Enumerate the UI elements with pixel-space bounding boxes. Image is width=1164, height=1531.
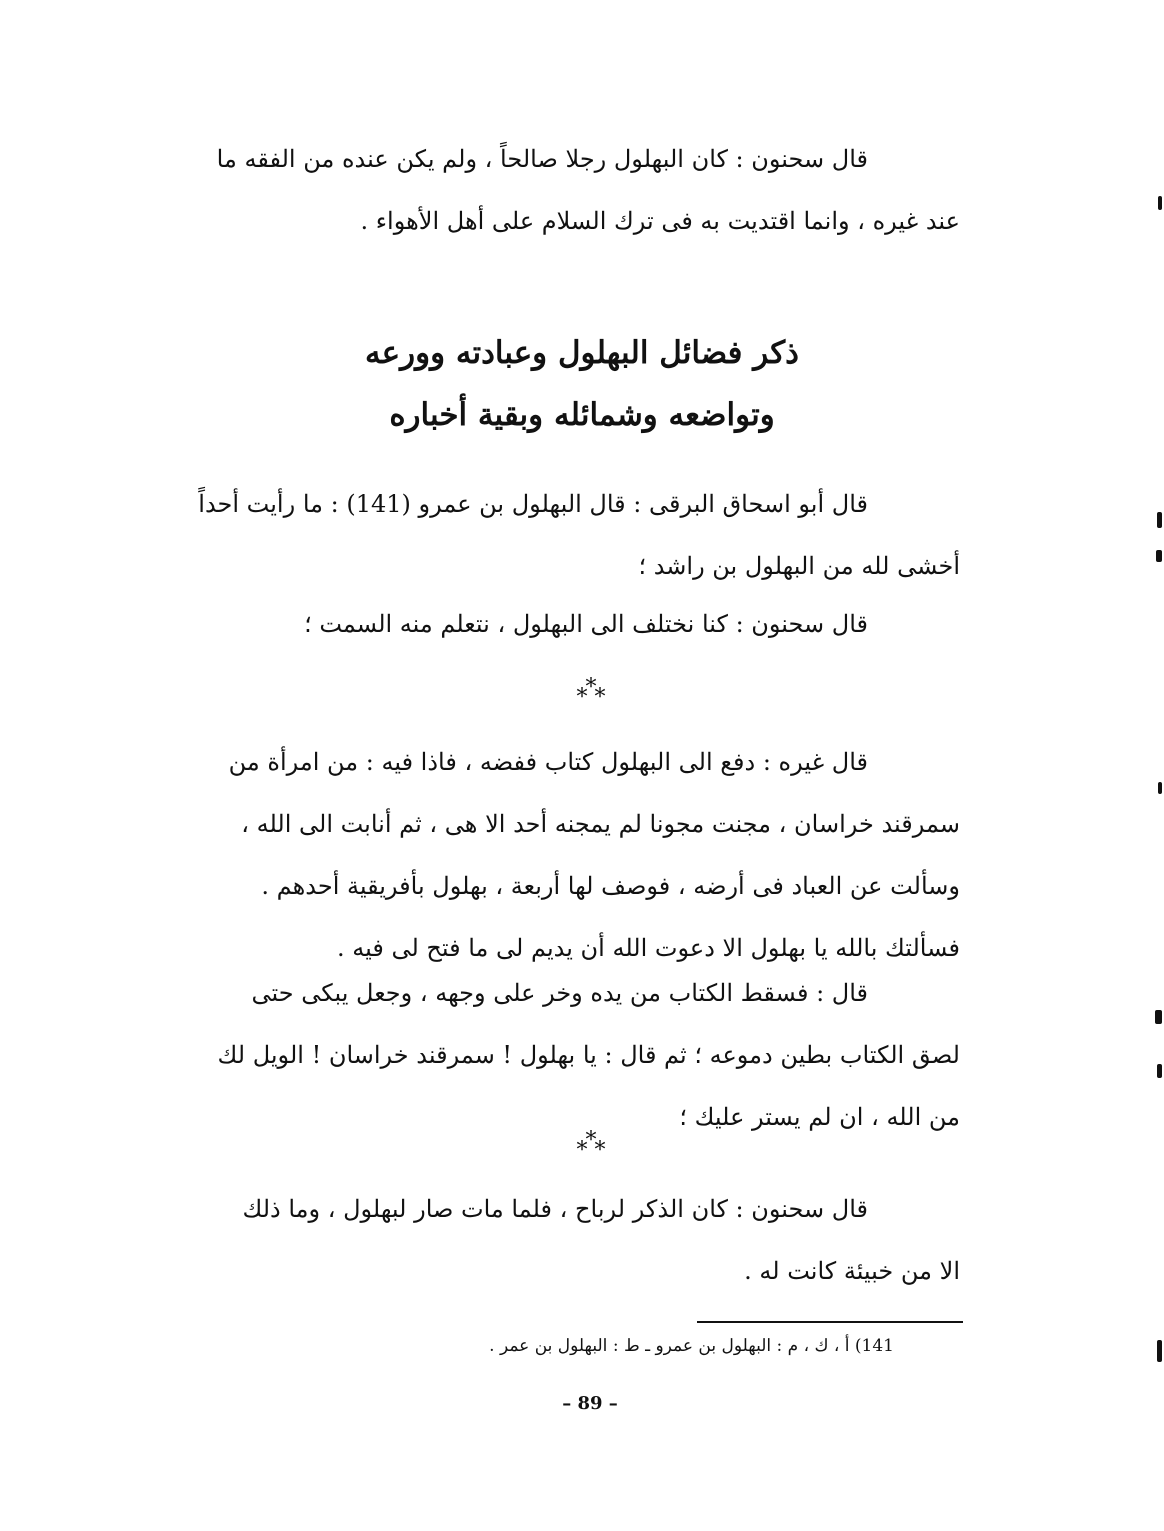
- text-line: أخشى لله من البهلول بن راشد ؛: [638, 552, 960, 580]
- asterisk: *: [576, 1138, 586, 1163]
- scan-edge-mark: [1157, 1340, 1162, 1362]
- text-line: عند غيره ، وانما اقتديت به فى ترك السلام على أهل الأهواء .: [360, 207, 960, 235]
- page-number: – 89 –: [562, 1393, 618, 1414]
- footnote-divider: [697, 1321, 963, 1323]
- scan-edge-mark: [1158, 196, 1162, 210]
- text-line: قال سحنون : كنا نختلف الى البهلول ، نتعلم منه السمت ؛: [304, 610, 868, 638]
- scan-edge-mark: [1157, 1064, 1162, 1078]
- footnote: 141) أ ، ك ، م : البهلول بن عمرو ـ ط : البهلول بن عمر .: [489, 1336, 894, 1356]
- asterisk: *: [594, 1138, 604, 1163]
- paragraph-letter: [215, 731, 960, 979]
- paragraph-sahnun-bahlul: [215, 128, 960, 252]
- scan-edge-mark: [1156, 550, 1162, 562]
- scan-edge-mark: [1157, 512, 1162, 528]
- text-line: لصق الكتاب بطين دموعه ؛ ثم قال : يا بهلول ! سمرقند خراسان ! الويل لك: [217, 1041, 960, 1069]
- text-line: قال سحنون : كان البهلول رجلا صالحاً ، ولم يكن عنده من الفقه ما: [216, 145, 868, 173]
- paragraph-weeping: [215, 962, 960, 1148]
- text-line: الا من خبيئة كانت له .: [744, 1257, 960, 1285]
- text-line: قال أبو اسحاق البرقى : قال البهلول بن عمرو (141) : ما رأيت أحداً: [198, 490, 868, 518]
- section-heading: [0, 322, 1164, 446]
- text-line: وسألت عن العباد فى أرضه ، فوصف لها أربعة ، بهلول بأفريقية أحدهم .: [261, 872, 960, 900]
- paragraph-sahnun-rabah: [215, 1178, 960, 1302]
- asterisk: *: [585, 675, 595, 700]
- text-line: فسألتك بالله يا بهلول الا دعوت الله أن يديم لى ما فتح لى فيه .: [336, 934, 960, 962]
- text-line: من الله ، ان لم يستر عليك ؛: [679, 1103, 960, 1131]
- text-line: قال غيره : دفع الى البهلول كتاب ففضه ، فاذا فيه : من امرأة من: [228, 748, 868, 776]
- paragraph-abu-ishaq: [198, 473, 960, 597]
- asterisk: *: [585, 1128, 595, 1153]
- asterisk: *: [594, 685, 604, 710]
- asterisk: *: [576, 685, 586, 710]
- text-line: قال : فسقط الكتاب من يده وخر على وجهه ، وجعل يبكى حتى: [251, 979, 868, 1007]
- text-line: سمرقند خراسان ، مجنت مجونا لم يمجنه أحد الا هى ، ثم أنابت الى الله ،: [241, 810, 960, 838]
- heading-line-1: ذكر فضائل البهلول وعبادته وورعه: [365, 335, 799, 371]
- heading-line-2: وتواضعه وشمائله وبقية أخباره: [389, 397, 775, 433]
- scan-edge-mark: [1155, 1010, 1162, 1024]
- asterism-separator: [560, 1128, 620, 1163]
- text-line: قال سحنون : كان الذكر لرباح ، فلما مات صار لبهلول ، وما ذلك: [242, 1195, 868, 1223]
- asterism-separator: [560, 675, 620, 710]
- paragraph-sahnun-samt: [215, 593, 960, 655]
- scan-edge-mark: [1158, 782, 1162, 794]
